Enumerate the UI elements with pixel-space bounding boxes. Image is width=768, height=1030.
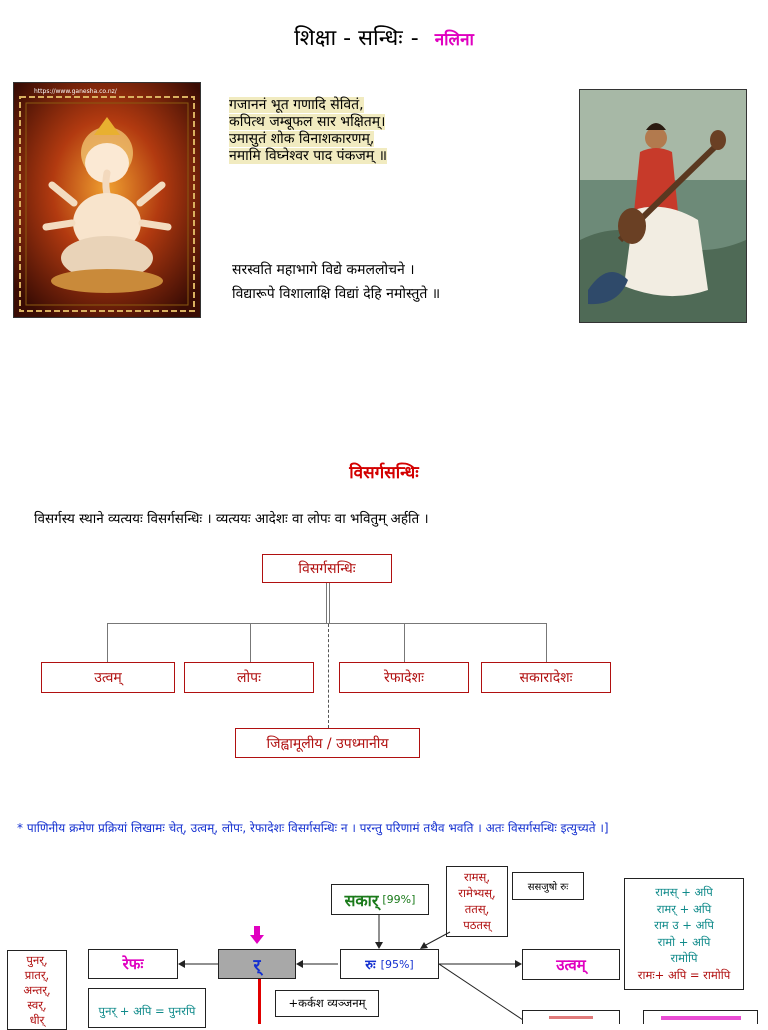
title-dash: -: [410, 26, 419, 51]
ru-label: रुः: [365, 958, 376, 973]
ganesha-verse-line: उमासुतं शोक विनाशकारणम्,: [229, 131, 375, 147]
arrow-to-reph: [178, 958, 220, 970]
image-url: https://www.ganesha.co.nz/: [34, 88, 117, 95]
punarapi-box: [88, 988, 206, 1028]
tree-branch-line: [404, 623, 405, 663]
arrow-sakar-to-ru: [373, 915, 385, 949]
karkasha-label: +कर्कश व्यञ्जनम्: [288, 996, 366, 1010]
title-text: शिक्षा - सन्धिः: [294, 26, 403, 51]
example-line: रामस् + अपि: [655, 885, 713, 899]
word-item: स्वर्,: [27, 998, 47, 1012]
tree-stem-line: [326, 583, 327, 623]
utvam-box: [522, 949, 620, 980]
section-heading: विसर्गसन्धिः: [349, 463, 419, 483]
example-line: राम उ + अपि: [654, 918, 714, 932]
ru-percent: [95%]: [380, 957, 414, 971]
r-label: र्: [253, 955, 261, 976]
ganesha-image: [13, 82, 201, 318]
sakar-box: [331, 884, 429, 915]
sakar-label: सकार्: [344, 890, 379, 910]
arrow-to-r: [296, 958, 340, 970]
sasajusho-label: ससजुषो रुः: [527, 882, 569, 893]
words-top-box: [446, 866, 508, 937]
saraswati-verse: [232, 262, 552, 303]
tree-branch-line: [546, 623, 547, 663]
sakar-percent: [99%]: [382, 893, 416, 906]
punarapi-label: पुनर् + अपि = पुनरपि: [98, 1004, 196, 1018]
example-line: रामोपि: [670, 951, 698, 965]
ru-box: [340, 949, 439, 979]
tree-child-jihvamuliya: जिह्वामूलीय / उपध्मानीय: [235, 728, 420, 758]
tree-branch-line: [107, 623, 108, 663]
example-final: रामः+ अपि = रामोपि: [637, 967, 731, 982]
ganesha-verse: [229, 97, 469, 165]
tree-child-sakaradesha: सकारादेशः: [481, 662, 611, 693]
page-title: [0, 22, 768, 52]
karkasha-box: [275, 990, 379, 1017]
r-box: [218, 949, 296, 979]
tree-horizontal-line: [107, 623, 547, 624]
reph-box: [88, 949, 178, 979]
example-line: रामर् + अपि: [656, 901, 712, 916]
pink-down-arrow-icon: [250, 926, 264, 946]
reph-label: रेफः: [122, 955, 144, 973]
word-item: ततस्,: [464, 902, 490, 916]
section-definition: विसर्गस्य स्थाने व्यत्ययः विसर्गसन्धिः । व्यत्ययः आदेशः वा लोपः वा भवितुम् अर्हति ।: [34, 511, 429, 527]
example-line: रामो + अपि: [657, 934, 711, 949]
tree-root-box: विसर्गसन्धिः: [262, 554, 392, 583]
example-box: [624, 878, 744, 990]
tree-stem-line: [329, 583, 330, 623]
sasajusho-box: [512, 872, 584, 900]
tree-child-lopa: लोपः: [184, 662, 314, 693]
ganesha-verse-line: कपित्थ जम्बूफल सार भक्षितम्।: [229, 114, 386, 130]
saraswati-verse-line: विद्यारूपे विशालाक्षि विद्यां देहि नमोस्तुते ॥: [232, 286, 441, 302]
arrow-words-to-ru: [418, 930, 452, 952]
ganesha-verse-line: गजाननं भूत गणादि सेवितं,: [229, 97, 364, 113]
utvam-label: उत्वम्: [556, 955, 586, 974]
tree-branch-line: [250, 623, 251, 663]
partial-box: [643, 1010, 758, 1024]
tree-dashed-line: [328, 624, 329, 728]
author-name: नलिना: [434, 30, 474, 50]
words-left-box: [7, 950, 67, 1030]
word-item: धीर्: [29, 1013, 45, 1027]
tree-child-utvam: उत्वम्: [41, 662, 175, 693]
ru-diagonal-line: [439, 964, 529, 1024]
panini-note: * पाणिनीय क्रमेण प्रक्रियां लिखामः चेत्, उत्वम्, लोपः, रेफादेशः विसर्गसन्धिः न । परन्तु परिणामं तथैव भवति । अतः विसर्गसन्धिः इत्युच्यते ।]: [17, 821, 609, 835]
ganesha-verse-line: नमामि विघ्नेश्वर पाद पंकजम् ॥: [229, 148, 387, 164]
word-item: रामस्,: [464, 870, 490, 884]
word-item: पठतस्: [463, 918, 491, 932]
word-item: पुनर्,: [26, 953, 48, 967]
saraswati-image: [579, 89, 747, 323]
red-vertical-line: [258, 979, 261, 1024]
word-item: रामेभ्यस्,: [458, 886, 496, 900]
tree-child-rephadesha: रेफादेशः: [339, 662, 469, 693]
word-item: प्रातर्,: [24, 968, 50, 982]
partial-box: [522, 1010, 620, 1024]
saraswati-verse-line: सरस्वति महाभागे विद्ये कमललोचने ।: [232, 262, 415, 278]
word-item: अन्तर्,: [23, 983, 51, 997]
